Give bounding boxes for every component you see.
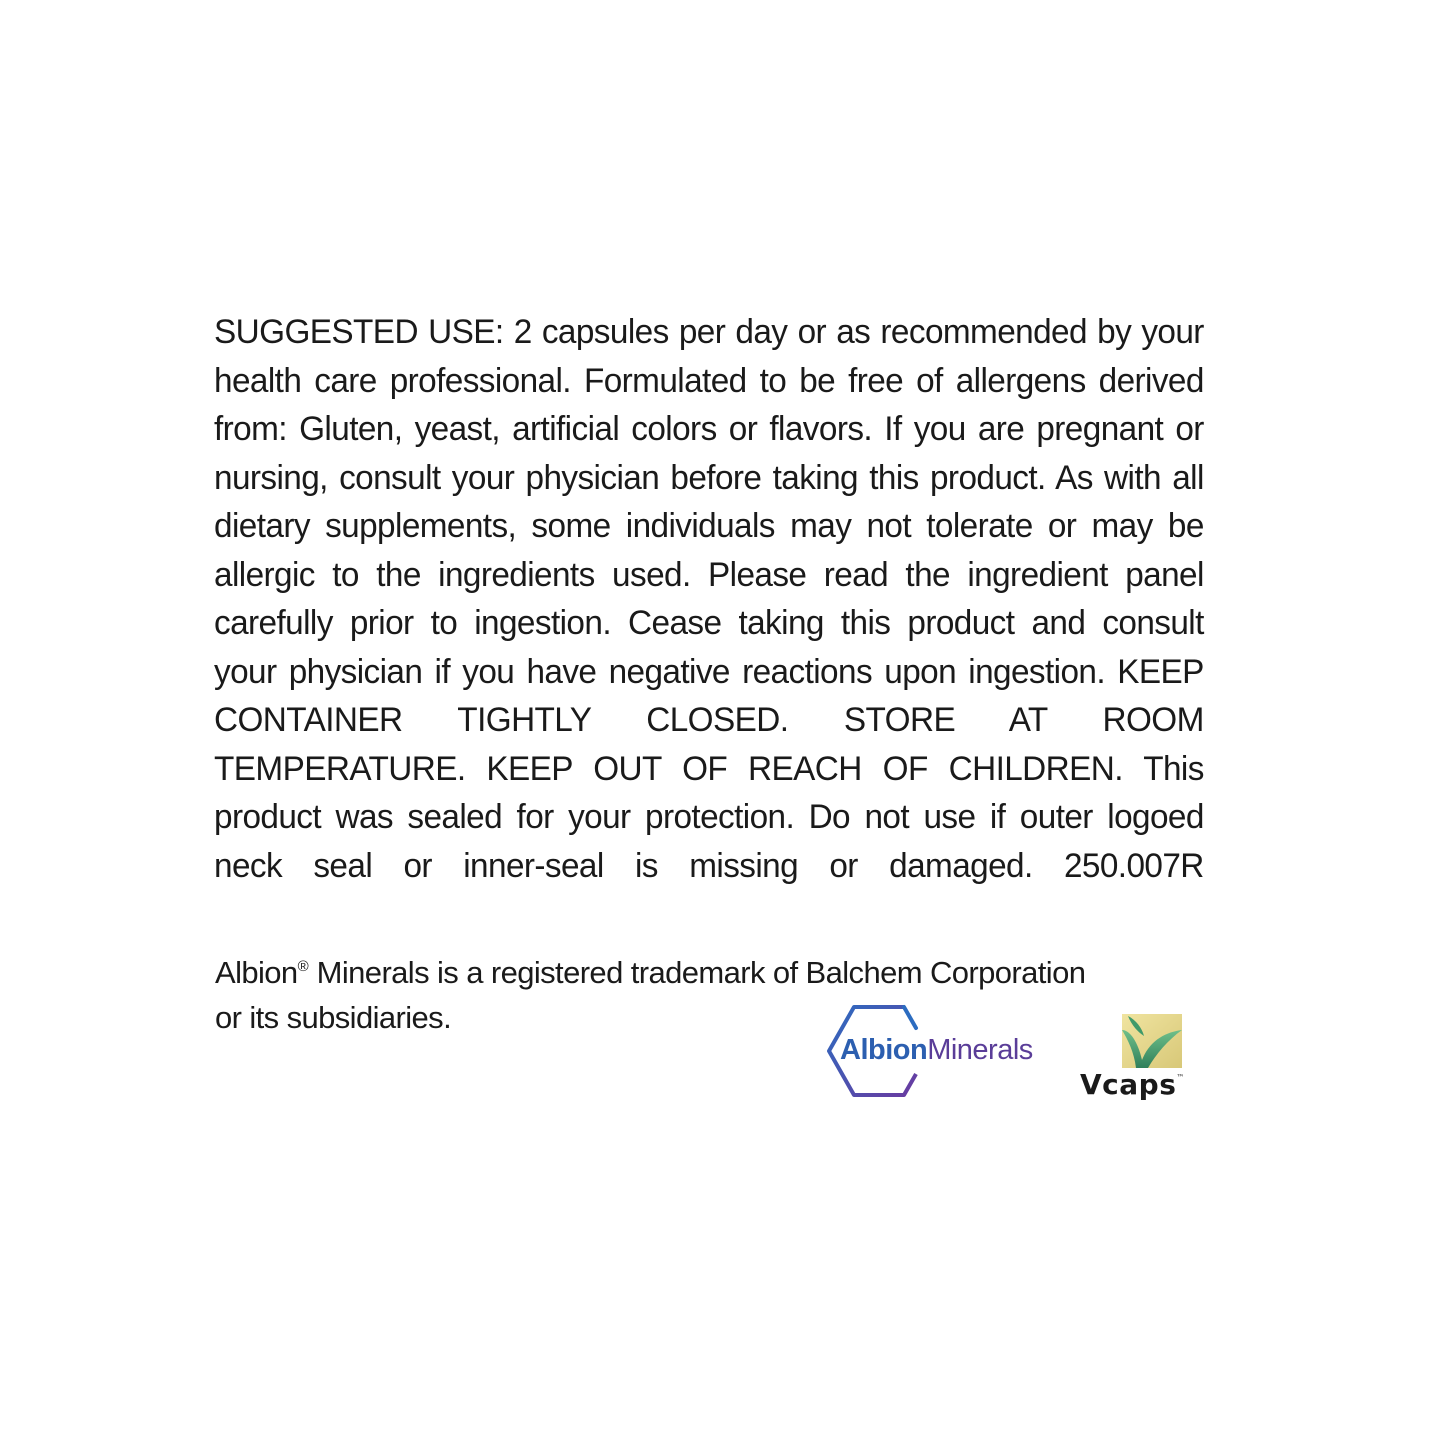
trademark-line2: or its subsidiaries. (215, 1000, 452, 1035)
vcaps-logo (1076, 1010, 1231, 1105)
usage-line: CONTAINER TIGHTLY CLOSED. STORE AT ROOM (214, 701, 1204, 739)
usage-line: nursing, consult your physician before taking this product. As with all (214, 458, 1204, 497)
usage-line: TEMPERATURE. KEEP OUT OF REACH OF CHILDREN. This (214, 749, 1204, 788)
trademark-brand: Albion (215, 955, 298, 990)
suggested-use-text (214, 308, 1204, 890)
usage-line: your physician if you have negative reactions upon ingestion. KEEP (214, 652, 1204, 691)
usage-line: from: Gluten, yeast, artificial colors or flavors. If you are pregnant or (214, 410, 1204, 448)
trademark-line1: Minerals is a registered trademark of Balchem Corporation (308, 955, 1086, 990)
usage-line: neck seal or inner-seal is missing or damaged. (214, 846, 1033, 885)
usage-line: dietary supplements, some individuals may not tolerate or may be (214, 507, 1204, 545)
product-code: 250.007R (1063, 846, 1204, 885)
albion-minerals-logo (826, 1003, 1058, 1101)
usage-line: SUGGESTED USE: 2 capsules per day or as recommended by your (214, 313, 1204, 351)
usage-line: carefully prior to ingestion. Cease taking this product and consult (214, 604, 1204, 642)
vcaps-tm: ™ (1176, 1073, 1185, 1082)
albion-wordmark-part1: Albion (840, 1034, 928, 1066)
vcaps-wordmark-text: Vcaps (1080, 1068, 1177, 1101)
albion-wordmark (840, 1034, 1033, 1067)
usage-line: product was sealed for your protection. Do not use if outer logoed (214, 798, 1204, 836)
usage-line: health care professional. Formulated to be free of allergens derived (214, 361, 1204, 400)
usage-line: allergic to the ingredients used. Please read the ingredient panel (214, 555, 1204, 594)
suggested-use-panel (214, 308, 1224, 890)
albion-wordmark-part2: Minerals (927, 1034, 1033, 1066)
usage-last-line (214, 842, 1204, 891)
vcaps-leaf-icon (1076, 1010, 1231, 1070)
vcaps-wordmark (1080, 1068, 1185, 1101)
registered-mark: ® (297, 958, 309, 975)
